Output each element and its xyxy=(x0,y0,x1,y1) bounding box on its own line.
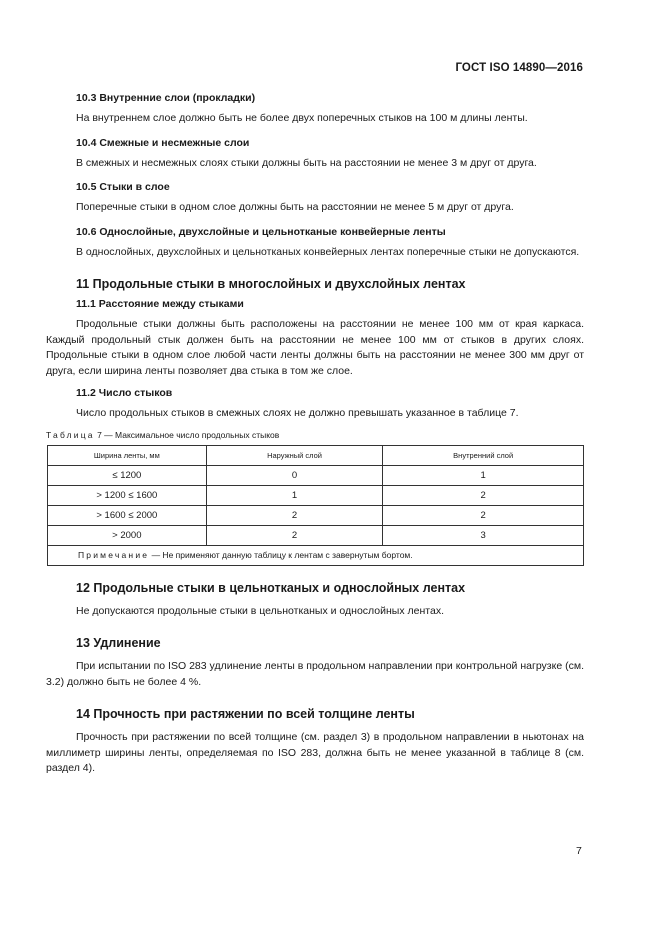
table-header-cell: Наружный слой xyxy=(206,445,383,465)
table-cell: ≤ 1200 xyxy=(48,465,207,485)
heading-10-3: 10.3 Внутренние слои (прокладки) xyxy=(76,92,256,104)
table-cell: 2 xyxy=(383,485,584,505)
table-header-cell: Ширина ленты, мм xyxy=(48,445,207,465)
paragraph-11-2: Число продольных стыков в смежных слоях не должно превышать указанное в таблице 7. xyxy=(76,407,519,419)
paragraph-10-3: На внутреннем слое должно быть не более двух поперечных стыков на 100 м длины ленты. xyxy=(76,112,528,124)
table-header-cell: Внутренний слой xyxy=(383,445,584,465)
paragraph-13: При испытании по ISO 283 удлинение ленты в продольном направлении при контрольной нагрузке (см. 3.2) должно быть не более 4 %. xyxy=(46,660,584,688)
table-7-caption-label: Таблица xyxy=(46,429,95,440)
table-note-text: — Не применяют данную таблицу к лентам с завернутым бортом. xyxy=(149,550,413,560)
table-7-caption xyxy=(46,430,584,441)
page-number: 7 xyxy=(576,845,582,857)
table-note-row xyxy=(48,545,584,565)
table-cell: 1 xyxy=(206,485,383,505)
paragraph-10-4: В смежных и несмежных слоях стыки должны быть на расстоянии не менее 3 м друг от друга. xyxy=(76,156,537,169)
table-row xyxy=(48,465,584,485)
heading-section-13: 13 Удлинение xyxy=(76,636,161,650)
heading-10-4: 10.4 Смежные и несмежные слои xyxy=(76,136,250,149)
heading-11-2: 11.2 Число стыков xyxy=(76,387,173,399)
table-7-caption-text: 7 — Максимальное число продольных стыков xyxy=(94,429,280,440)
table-note xyxy=(48,545,584,565)
table-header-row xyxy=(48,445,584,465)
paragraph-12: Не допускаются продольные стыки в цельнотканых и однослойных лентах. xyxy=(76,604,444,617)
paragraph-10-6: В однослойных, двухслойных и цельнотканых конвейерных лентах поперечные стыки не допускаются. xyxy=(76,245,580,258)
table-row xyxy=(48,505,584,525)
table-cell: 0 xyxy=(206,465,383,485)
table-cell: > 1200 ≤ 1600 xyxy=(48,485,207,505)
table-cell: 1 xyxy=(383,465,584,485)
heading-11-1: 11.1 Расстояние между стыками xyxy=(76,298,244,310)
document-header-id: ГОСТ ISO 14890—2016 xyxy=(455,62,583,74)
table-cell: 3 xyxy=(383,525,584,545)
table-row xyxy=(48,525,584,545)
table-cell: 2 xyxy=(206,525,383,545)
heading-10-5: 10.5 Стыки в слое xyxy=(76,181,170,193)
heading-section-11: 11 Продольные стыки в многослойных и двухслойных лентах xyxy=(76,277,466,291)
paragraph-14: Прочность при растяжении по всей толщине (см. раздел 3) в продольном направлении в ньютонах на миллиметр ширины ленты, определяемая по ISO 283, должна быть не менее указанной в таблице 8 (см. раздел 4). xyxy=(46,731,584,774)
heading-10-6: 10.6 Однослойные, двухслойные и цельнотканые конвейерные ленты xyxy=(76,225,446,238)
paragraph-11-1: Продольные стыки должны быть расположены на расстоянии не менее 100 мм от края каркаса. Каждый продольный стык должен быть на расстоянии не менее 100 мм от стыков в других слоях. Продольные стыки в одном слое любой части ленты должны быть на расстоянии не менее 300 мм друг от друга, если ширина ленты позволяет два стыка в том же слое. xyxy=(46,318,584,377)
heading-section-14: 14 Прочность при растяжении по всей толщине ленты xyxy=(76,707,415,721)
heading-section-12: 12 Продольные стыки в цельнотканых и однослойных лентах xyxy=(76,580,466,595)
paragraph-10-5: Поперечные стыки в одном слое должны быть на расстоянии не менее 5 м друг от друга. xyxy=(76,201,514,213)
table-row xyxy=(48,485,584,505)
table-cell: 2 xyxy=(383,505,584,525)
table-note-label: Примечание xyxy=(78,550,150,560)
table-7 xyxy=(47,445,584,566)
table-cell: > 1600 ≤ 2000 xyxy=(48,505,207,525)
document-body xyxy=(46,92,584,777)
table-cell: > 2000 xyxy=(48,525,207,545)
table-cell: 2 xyxy=(206,505,383,525)
